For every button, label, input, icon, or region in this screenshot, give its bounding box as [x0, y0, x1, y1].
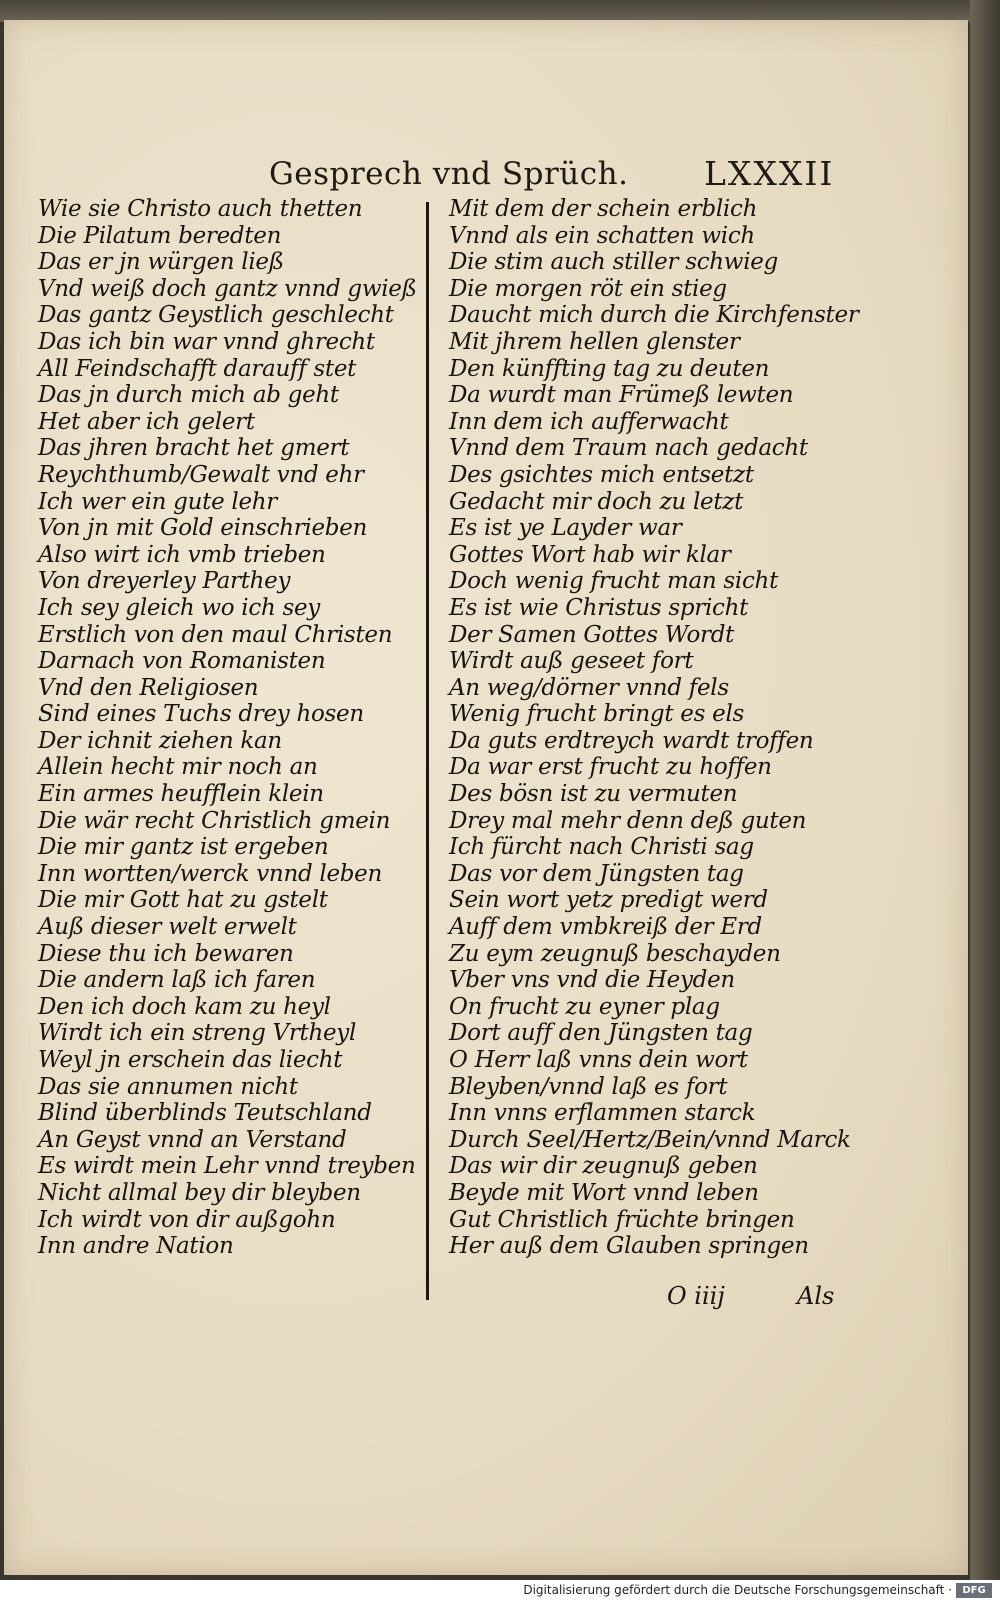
verse-line: Daucht mich durch die Kirchfenster: [449, 302, 859, 329]
dfg-logo: DFG: [956, 1583, 992, 1598]
verse-line: Den künffting tag zu deuten: [449, 355, 770, 382]
verse-line: Wie sie Christo auch thetten: [38, 196, 363, 222]
verse-line: Des gsichtes mich entsetzt: [449, 461, 754, 488]
verse-line: Het aber ich gelert: [38, 408, 255, 435]
verse-line: Wirdt auß geseet fort: [449, 648, 694, 675]
verse-line: Des bösn ist zu vermuten: [449, 781, 738, 808]
verse-line: Reychthumb/Gewalt vnd ehr: [38, 461, 364, 488]
verse-line: Vber vns vnd die Heyden: [449, 967, 735, 994]
verse-line: Weyl jn erschein das liecht: [38, 1047, 343, 1073]
verse-line: Nicht allmal bey dir bleyben: [38, 1179, 361, 1206]
verse-line: Ich sey gleich wo ich sey: [38, 594, 320, 621]
verse-line: Das ich bin war vnnd ghrecht: [38, 328, 375, 355]
verse-line: Gottes Wort hab wir klar: [449, 541, 731, 568]
right-verse-column: [449, 196, 859, 1260]
verse-line: Inn vnns erflammen starck: [449, 1100, 756, 1127]
verse-line: Drey mal mehr denn deß guten: [449, 807, 807, 834]
verse-line: Das er jn würgen ließ: [38, 249, 284, 276]
verse-line: Von jn mit Gold einschrieben: [38, 515, 368, 542]
signature-mark: O iiij: [667, 1282, 725, 1310]
verse-line: Es ist ye Layder war: [449, 515, 682, 542]
verse-line: Doch wenig frucht man sicht: [449, 568, 779, 595]
verse-line: Blind überblinds Teutschland: [38, 1100, 372, 1127]
verse-line: Her auß dem Glauben springen: [449, 1233, 809, 1260]
verse-line: Die stim auch stiller schwieg: [449, 249, 778, 276]
verse-line: Da war erst frucht zu hoffen: [449, 754, 772, 781]
verse-line: Erstlich von den maul Christen: [38, 621, 393, 648]
verse-line: Vnnd als ein schatten wich: [449, 222, 755, 249]
digitization-footer: [0, 1580, 1000, 1603]
verse-line: Die morgen röt ein stieg: [449, 275, 727, 302]
verse-line: Ein armes heufflein klein: [38, 781, 324, 808]
verse-line: Da wurdt man Frümeß lewten: [449, 382, 794, 409]
verse-line: Da guts erdtreych wardt troffen: [449, 727, 814, 754]
verse-line: Ich wirdt von dir außgohn: [38, 1206, 336, 1233]
verse-line: Gedacht mir doch zu letzt: [449, 488, 744, 515]
verse-line: Zu eym zeugnuß beschayden: [449, 940, 781, 967]
verse-line: Das wir dir zeugnuß geben: [449, 1153, 758, 1180]
verse-line: Es wirdt mein Lehr vnnd treyben: [38, 1153, 416, 1180]
verse-line: Sein wort yetz predigt werd: [449, 887, 768, 914]
verse-line: An Geyst vnnd an Verstand: [38, 1126, 347, 1153]
verse-line: Die mir gantz ist ergeben: [38, 834, 329, 861]
verse-line: Das gantz Geystlich geschlecht: [38, 302, 394, 329]
verse-line: Also wirt ich vmb trieben: [38, 541, 326, 568]
verse-line: Vnd den Religiosen: [38, 674, 259, 701]
verse-line: Es ist wie Christus spricht: [449, 594, 749, 621]
verse-line: Das jn durch mich ab geht: [38, 382, 339, 409]
verse-line: Dort auff den Jüngsten tag: [449, 1020, 753, 1047]
verse-line: Wenig frucht bringt es els: [449, 701, 745, 728]
verse-line: Der ichnit ziehen kan: [38, 727, 282, 754]
verse-line: Die andern laß ich faren: [38, 967, 316, 994]
verse-line: Durch Seel/Hertz/Bein/vnnd Marck: [449, 1126, 851, 1153]
verse-line: Inn dem ich aufferwacht: [449, 408, 729, 435]
printed-page: [4, 20, 968, 1575]
verse-line: Das jhren bracht het gmert: [38, 435, 350, 462]
verse-line: Sind eines Tuchs drey hosen: [38, 701, 364, 728]
column-rule: [426, 202, 429, 1300]
verse-line: Auß dieser welt erwelt: [38, 914, 297, 941]
book-fore-edge: [970, 0, 1000, 1580]
verse-line: Mit jhrem hellen glenster: [449, 328, 740, 355]
verse-line: Ich wer ein gute lehr: [38, 488, 277, 515]
footer-credit: Digitalisierung gefördert durch die Deutsche Forschungsgemeinschaft ·: [523, 1583, 952, 1597]
verse-line: Beyde mit Wort vnnd leben: [449, 1179, 759, 1206]
verse-line: Wirdt ich ein streng Vrtheyl: [38, 1020, 357, 1047]
verse-line: Das sie annumen nicht: [38, 1073, 298, 1100]
verse-line: Diese thu ich bewaren: [38, 940, 294, 967]
verse-line: Vnnd dem Traum nach gedacht: [449, 435, 808, 462]
verse-line: Inn wortten/werck vnnd leben: [38, 860, 383, 887]
verse-line: Mit dem der schein erblich: [449, 196, 758, 222]
verse-line: Darnach von Romanisten: [38, 648, 326, 675]
verse-line: Die wär recht Christlich gmein: [38, 807, 391, 834]
verse-line: An weg/dörner vnnd fels: [449, 674, 729, 701]
verse-line: On frucht zu eyner plag: [449, 993, 720, 1020]
verse-line: Die Pilatum beredten: [38, 222, 282, 249]
verse-line: Vnd weiß doch gantz vnnd gwieß: [38, 275, 417, 302]
verse-line: Inn andre Nation: [38, 1233, 234, 1260]
verse-line: Von dreyerley Parthey: [38, 568, 291, 595]
verse-line: Allein hecht mir noch an: [38, 754, 318, 781]
verse-line: Ich fürcht nach Christi sag: [449, 834, 754, 861]
book-top-edge: [0, 0, 1000, 22]
left-verse-column: [38, 196, 418, 1260]
verse-line: Gut Christlich früchte bringen: [449, 1206, 795, 1233]
verse-line: Bleyben/vnnd laß es fort: [449, 1073, 728, 1100]
verse-line: Das vor dem Jüngsten tag: [449, 860, 744, 887]
catchword: Als: [797, 1282, 835, 1310]
running-head: Gesprech vnd Sprüch.: [269, 156, 629, 192]
verse-line: Der Samen Gottes Wordt: [449, 621, 735, 648]
verse-line: O Herr laß vnns dein wort: [449, 1047, 748, 1073]
verse-line: All Feindschafft darauff stet: [38, 355, 357, 382]
folio-number: LXXXII: [704, 154, 835, 193]
verse-line: Den ich doch kam zu heyl: [38, 993, 331, 1020]
verse-line: Auff dem vmbkreiß der Erd: [449, 914, 762, 941]
verse-line: Die mir Gott hat zu gstelt: [38, 887, 328, 914]
